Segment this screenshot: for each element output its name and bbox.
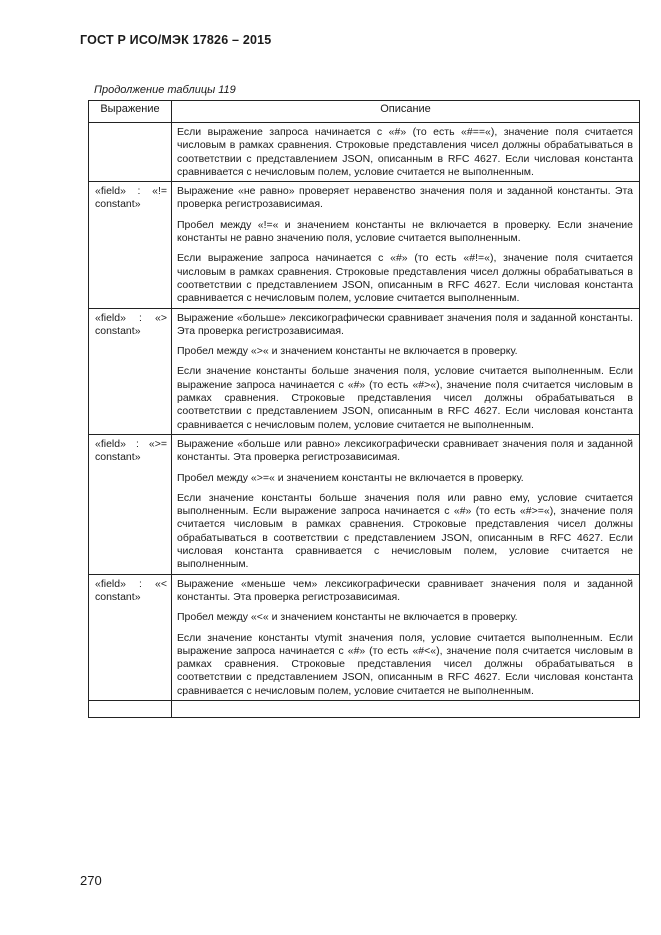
description-cell <box>172 308 640 434</box>
table-row <box>89 308 640 434</box>
description-paragraph: Пробел между «<« и значением константы не включается в проверку. <box>177 611 518 624</box>
description-paragraph: Выражение «меньше чем» лексикографически сравнивает значения поля и заданной константы. Эта проверка регистрозависимая. <box>177 577 633 603</box>
column-header-description: Описание <box>172 101 640 123</box>
table-header-row <box>89 101 640 123</box>
document-header: ГОСТ Р ИСО/МЭК 17826 – 2015 <box>80 33 272 47</box>
expression-cell: «field» : «< constant» <box>89 574 172 700</box>
table-continuation-row <box>89 700 640 717</box>
table-row <box>89 574 640 700</box>
description-paragraph: Выражение «больше» лексикографически сравнивает значения поля и заданной константы. Эта проверка регистрозависимая. <box>177 311 633 337</box>
expression-cell: «field» : «>= constant» <box>89 434 172 574</box>
page-number: 270 <box>80 873 102 888</box>
description-cell <box>172 574 640 700</box>
expression-cell <box>89 123 172 182</box>
description-paragraph: Если значение константы больше значения поля или равно ему, условие считается выполненным. Если выражение запроса начинается с «#» (то есть «#>=«), значение поля считается числовым в рамках сравнения. Строковые представления чисел должны обрабатываться в соответствии с представлением JSON, описанным в RFC 4627. Если числовая константа сравнивается с нечисловым полем, условие считается не выполненным. <box>177 491 633 571</box>
description-paragraph: Пробел между «>=« и значением константы не включается в проверку. <box>177 471 524 484</box>
description-cell <box>172 434 640 574</box>
table-caption: Продолжение таблицы 119 <box>94 84 236 96</box>
description-cell <box>172 182 640 308</box>
table-row <box>89 182 640 308</box>
continuation-cell <box>172 700 640 717</box>
continuation-cell <box>89 700 172 717</box>
description-paragraph: Пробел между «!=« и значением константы не включается в проверку. Если значение константы не равно значению поля, условие считается выполненным. <box>177 218 633 245</box>
column-header-expression: Выражение <box>89 101 172 123</box>
description-paragraph: Если значение константы vtymit значения поля, условие считается выполненным. Если выражение запроса начинается с «#» (то есть «#<«), значение поля считается числовым в рамках сравнения. Строковые представления чисел должны обрабатываться в соответствии с представлением JSON, описанным в RFC 4627. Если числовая константа сравнивается с нечисловым полем, условие считается не выполненным. <box>177 631 633 697</box>
expressions-table <box>88 100 640 718</box>
table-row <box>89 123 640 182</box>
description-paragraph: Выражение «больше или равно» лексикографически сравнивает значения поля и заданной константы. Эта проверка регистрозависимая. <box>177 437 633 464</box>
table-row <box>89 434 640 574</box>
description-paragraph: Выражение «не равно» проверяет неравенство значения поля и заданной константы. Эта проверка регистрозависимая. <box>177 185 633 211</box>
expression-cell: «field» : «!= constant» <box>89 182 172 308</box>
expression-cell: «field» : «> constant» <box>89 308 172 434</box>
description-paragraph: Если выражение запроса начинается с «#» (то есть «#==«), значение поля считается числовым в рамках сравнения. Строковые представления чисел должны обрабатываться в соответствии с представлением JSON, описанным в RFC 4627. Если числовая константа сравнивается с нечисловым полем, условие считается не выполненным. <box>177 126 633 178</box>
description-paragraph: Пробел между «>« и значением константы не включается в проверку. <box>177 345 518 358</box>
description-paragraph: Если значение константы больше значения поля, условие считается выполненным. Если выражение запроса начинается с «#» (то есть «#>«), значение поля считается числовым в рамках сравнения. Строковые представления чисел должны обрабатываться в соответствии с представлением JSON, описанным в RFC 4627. Если числовая константа сравнивается с нечисловым полем, условие считается не выполненным. <box>177 365 633 431</box>
description-cell <box>172 123 640 182</box>
description-paragraph: Если выражение запроса начинается с «#» (то есть «#!=«), значение поля считается числовым в рамках сравнения. Строковые представления чисел должны обрабатываться в соответствии с представлением JSON, описанным в RFC 4627. Если числовая константа сравнивается с нечисловым полем, условие считается выполненным. <box>177 252 633 305</box>
